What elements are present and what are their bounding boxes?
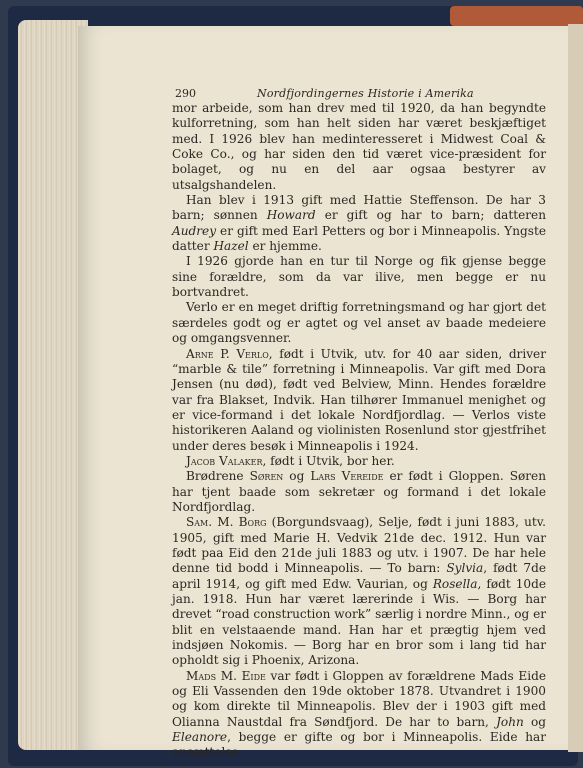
italic-name: Howard bbox=[266, 208, 316, 223]
italic-name: Sylvia bbox=[446, 561, 484, 576]
running-title: Nordfjordingernes Historie i Amerika bbox=[257, 87, 474, 100]
text-run: var født i Gloppen av forældrene Mads Eide og Eli Vassenden den 19de oktober 1878. Utvandret i 1900 og kom direkte til Minneapolis. Blev der i 1903 gift med Olianna Naustdal fra Søndfjord. De har to barn, bbox=[172, 668, 547, 729]
italic-name: Rosella bbox=[432, 576, 478, 591]
small-caps-name: Lars Vereide bbox=[310, 469, 384, 484]
paragraph bbox=[172, 669, 546, 761]
text-run: , født i Utvik, utv. for 40 aar siden, driver “marble & tile” forretning i Minneapolis. Var gift med Dora Jensen (nu død), født ved Belview, Minn. Hendes forældre var fra Blakset, Indvik. Han tilhører Immanuel menighet og er vice-formand i det lokale Nordfjordlag. — Verlos viste historikeren Aaland og violinisten Rosenlund stor gjestfrihet under deres besøk i Minneapolis i 1924. bbox=[172, 346, 546, 453]
small-caps-name: Mads M. Eide bbox=[186, 668, 266, 683]
text-run: I 1926 gjorde han en tur til Norge og fik gjense begge sine forældre, som da var ilive, men begge er nu bortvandret. bbox=[172, 254, 546, 300]
text-run: og bbox=[283, 469, 311, 484]
text-run: Verlo er en meget driftig forretningsmand og har gjort det særdeles godt og er agtet og vel anset av baade medeiere og omgangsvenner. bbox=[172, 300, 546, 346]
text-run: , født i Utvik, bor her. bbox=[262, 453, 395, 468]
italic-name: Hazel bbox=[213, 239, 249, 254]
text-run: Brødrene bbox=[186, 469, 250, 484]
text-run: er født i Gloppen. Søren har tjent baade som sekretær og formand i det lokale Nordfjordlag. bbox=[172, 469, 547, 514]
text-run: er gift med Earl Petters og bor i Minneapolis. Yngste datter bbox=[172, 223, 546, 254]
paragraph bbox=[172, 347, 546, 454]
italic-name: Audrey bbox=[172, 223, 217, 238]
text-run: Han blev i 1913 gift med Hattie Steffenson. De har 3 barn; sønnen bbox=[172, 193, 546, 223]
paragraph bbox=[172, 469, 546, 515]
body-text bbox=[172, 101, 546, 761]
italic-name: Eleanore bbox=[172, 730, 228, 745]
text-run: , født 7de april 1914, og gift med Edw. Vaurian, og bbox=[172, 561, 546, 591]
text-run: (Borgundsvaag), Selje, født i juni 1883, utv. 1905, gift med Marie H. Vedvik 21de dec. 1912. Hun var født paa Eid den 21de juli 1883 og utv. i 1907. De har hele denne tid bodd i Minneapolis. — To barn: bbox=[172, 515, 546, 576]
small-caps-name: Jacob Valaker bbox=[186, 453, 263, 468]
text-run: og bbox=[523, 714, 546, 729]
text-run: , født 10de jan. 1918. Hun har været lærerinde i Wis. — Borg har drevet “road construction work” særlig i nordre Minn., og er blit en velstaaende mand. Han har et prægtig hjem ved indsjøen Nokomis. — Borg har en bror som i lang tid har opholdt sig i Phoenix, Arizona. bbox=[172, 576, 547, 668]
text-run: er gift og har to barn; datteren bbox=[315, 208, 547, 223]
text-run: , begge er gifte og bor i Minneapolis. Eide har ansættelse bbox=[172, 730, 546, 760]
text-run: er hjemme. bbox=[248, 239, 322, 254]
small-caps-name: Sam. M. Borg bbox=[186, 515, 267, 530]
small-caps-name: Arne P. Verlo bbox=[186, 346, 269, 361]
paragraph bbox=[172, 454, 546, 469]
italic-name: John bbox=[496, 714, 524, 729]
text-run: mor arbeide, som han drev med til 1920, da han begyndte kulforretning, som han helt siden har været beskjæftiget med. I 1926 blev han medinteresseret i Midwest Coal & Coke Co., og har siden den tid været vice-præsident for bolaget, og nu en del aar ogsaa bestyrer av utsalgshandelen. bbox=[172, 101, 546, 192]
paragraph bbox=[172, 515, 546, 668]
paragraph bbox=[172, 254, 546, 300]
paragraph bbox=[172, 193, 546, 254]
page-number: 290 bbox=[175, 87, 196, 100]
paragraph bbox=[172, 101, 546, 193]
cover-corner bbox=[450, 6, 583, 26]
paragraph bbox=[172, 300, 546, 346]
page-edge-right bbox=[568, 24, 583, 752]
small-caps-name: Søren bbox=[249, 469, 284, 484]
